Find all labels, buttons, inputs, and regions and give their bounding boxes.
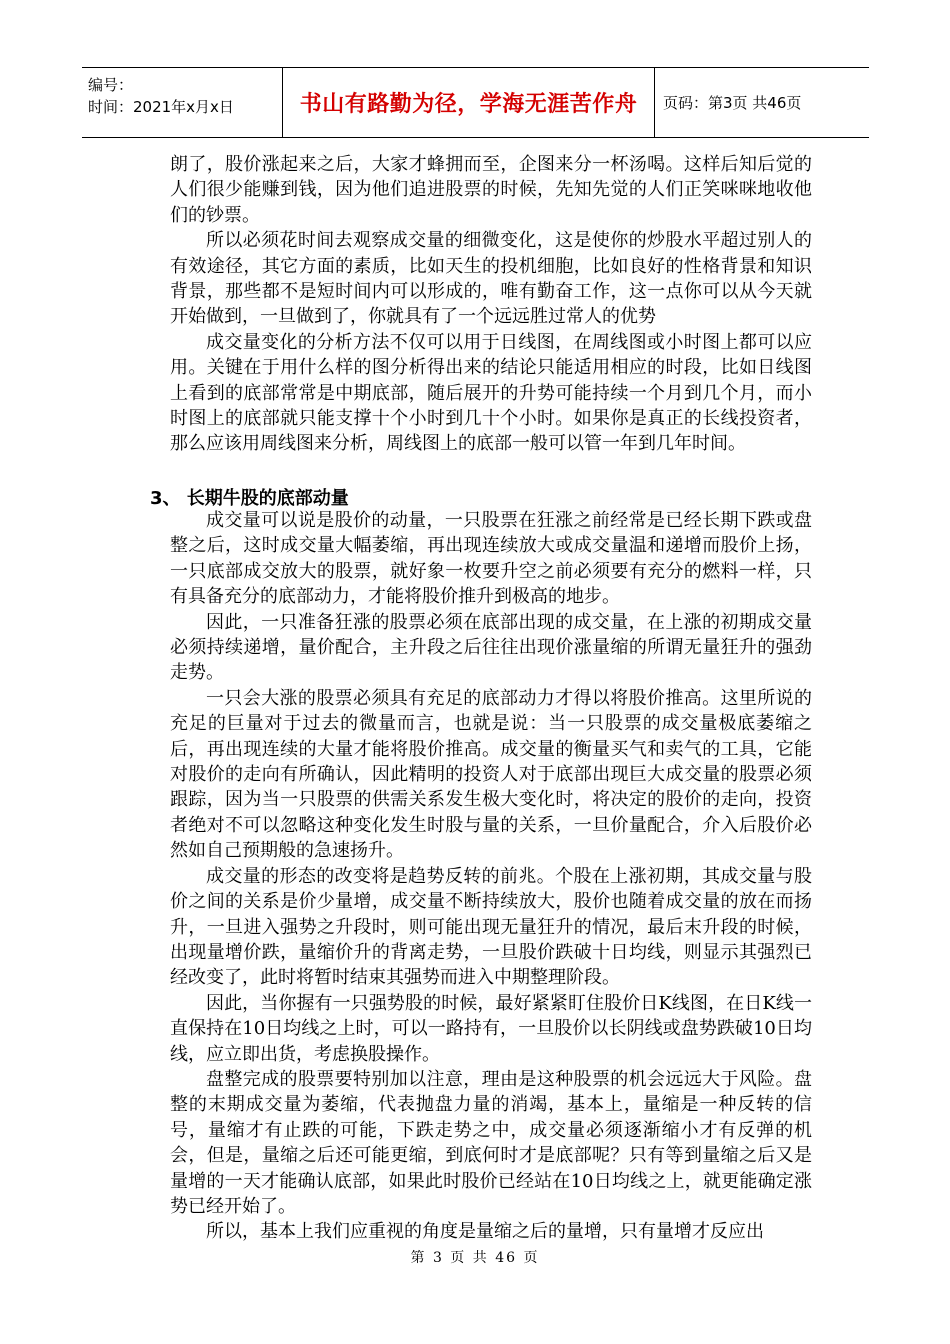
paragraph: 朗了，股价涨起来之后，大家才蜂拥而至，企图来分一杯汤喝。这样后知后觉的人们很少能赚到钱，因为他们追进股票的时候，先知先觉的人们正笑咪咪地收他们的钞票。 <box>170 154 812 226</box>
section-heading: 3、 长期牛股的底部动量 <box>150 488 349 509</box>
page-header <box>82 67 869 138</box>
paragraph: 盘整完成的股票要特别加以注意，理由是这种股票的机会远远大于风险。盘整的末期成交量为萎缩，代表抛盘力量的消竭，基本上，量缩是一种反转的信号，量缩才有止跌的可能，下跌走势之中，成交量必须逐渐缩小才有反弹的机会，但是，量缩之后还可能更缩，到底何时才是底部呢？只有等到量缩之后又是量增的一天才能确认底部，如果此时股价已经站在10日均线之上，就更能确定涨势已经开始了。 <box>170 1068 812 1217</box>
paragraph: 所以，基本上我们应重视的角度是量缩之后的量增，只有量增才反应出 <box>206 1221 764 1243</box>
header-motto: 书山有路勤为径，学海无涯苦作舟 <box>283 68 655 137</box>
paragraph: 成交量的形态的改变将是趋势反转的前兆。个股在上涨初期，其成交量与股价之间的关系是价少量增，成交量不断持续放大，股价也随着成交量的放在而扬升，一旦进入强势之升段时，则可能出现无量狂升的情况，最后末升段的时候，出现量增价跌，量缩价升的背离走势，一旦股价跌破十日均线，则显示其强烈已经改变了，此时将暂时结束其强势而进入中期整理阶段。 <box>170 865 812 989</box>
paragraph: 所以必须花时间去观察成交量的细微变化，这是使你的炒股水平超过别人的有效途径，其它方面的素质，比如天生的投机细胞，比如良好的性格背景和知识背景，那些都不是短时间内可以形成的，唯有勤奋工作，这一点你可以从今天就开始做到，一旦做到了，你就具有了一个远远胜过常人的优势 <box>170 230 812 328</box>
body-text-top <box>170 152 812 457</box>
paragraph: 成交量可以说是股价的动量，一只股票在狂涨之前经常是已经长期下跌或盘整之后，这时成交量大幅萎缩，再出现连续放大或成交量温和递增而股价上扬，一只底部成交放大的股票，就好象一枚要升空之前必须要有充分的燃料一样，只有具备充分的底部动力，才能将股价推升到极高的地步。 <box>170 510 812 608</box>
document-time-label: 时间：2021年x月x日 <box>88 98 234 116</box>
header-page-info: 页码：第3页 共46页 <box>663 94 802 112</box>
page-footer: 第 3 页 共 46 页 <box>410 1250 540 1266</box>
paragraph: 一只会大涨的股票必须具有充足的底部动力才得以将股价推高。这里所说的充足的巨量对于过去的微量而言，也就是说：当一只股票的成交量极底萎缩之后，再出现连续的大量才能将股价推高。成交量的衡量买气和卖气的工具，它能对股价的走向有所确认，因此精明的投资人对于底部出现巨大成交量的股票必须跟踪，因为当一只股票的供需关系发生极大变化时，将决定的股价的走向，投资者绝对不可以忽略这种变化发生时股与量的关系，一旦价量配合，介入后股价必然如自己预期般的急速扬升。 <box>170 687 812 862</box>
document-number-label: 编号： <box>88 76 134 94</box>
body-text-bottom <box>170 508 812 1245</box>
paragraph: 因此，当你握有一只强势股的时候，最好紧紧盯住股价日K线图，在日K线一直保持在10日均线之上时，可以一路持有，一旦股价以长阴线或盘势跌破10日均线，应立即出货，考虑换股操作。 <box>170 992 812 1065</box>
paragraph: 因此，一只准备狂涨的股票必须在底部出现的成交量，在上涨的初期成交量必须持续递增，量价配合，主升段之后往往出现价涨量缩的所谓无量狂升的强劲走势。 <box>170 611 812 684</box>
header-meta <box>82 68 283 137</box>
paragraph: 成交量变化的分析方法不仅可以用于日线图，在周线图或小时图上都可以应用。关键在于用什么样的图分析得出来的结论只能适用相应的时段，比如日线图上看到的底部常常是中期底部，随后展开的升势可能持续一个月到几个月，而小时图上的底部就只能支撑十个小时到几十个小时。如果你是真正的长线投资者，那么应该用周线图来分析，周线图上的底部一般可以管一年到几年时间。 <box>170 331 812 455</box>
